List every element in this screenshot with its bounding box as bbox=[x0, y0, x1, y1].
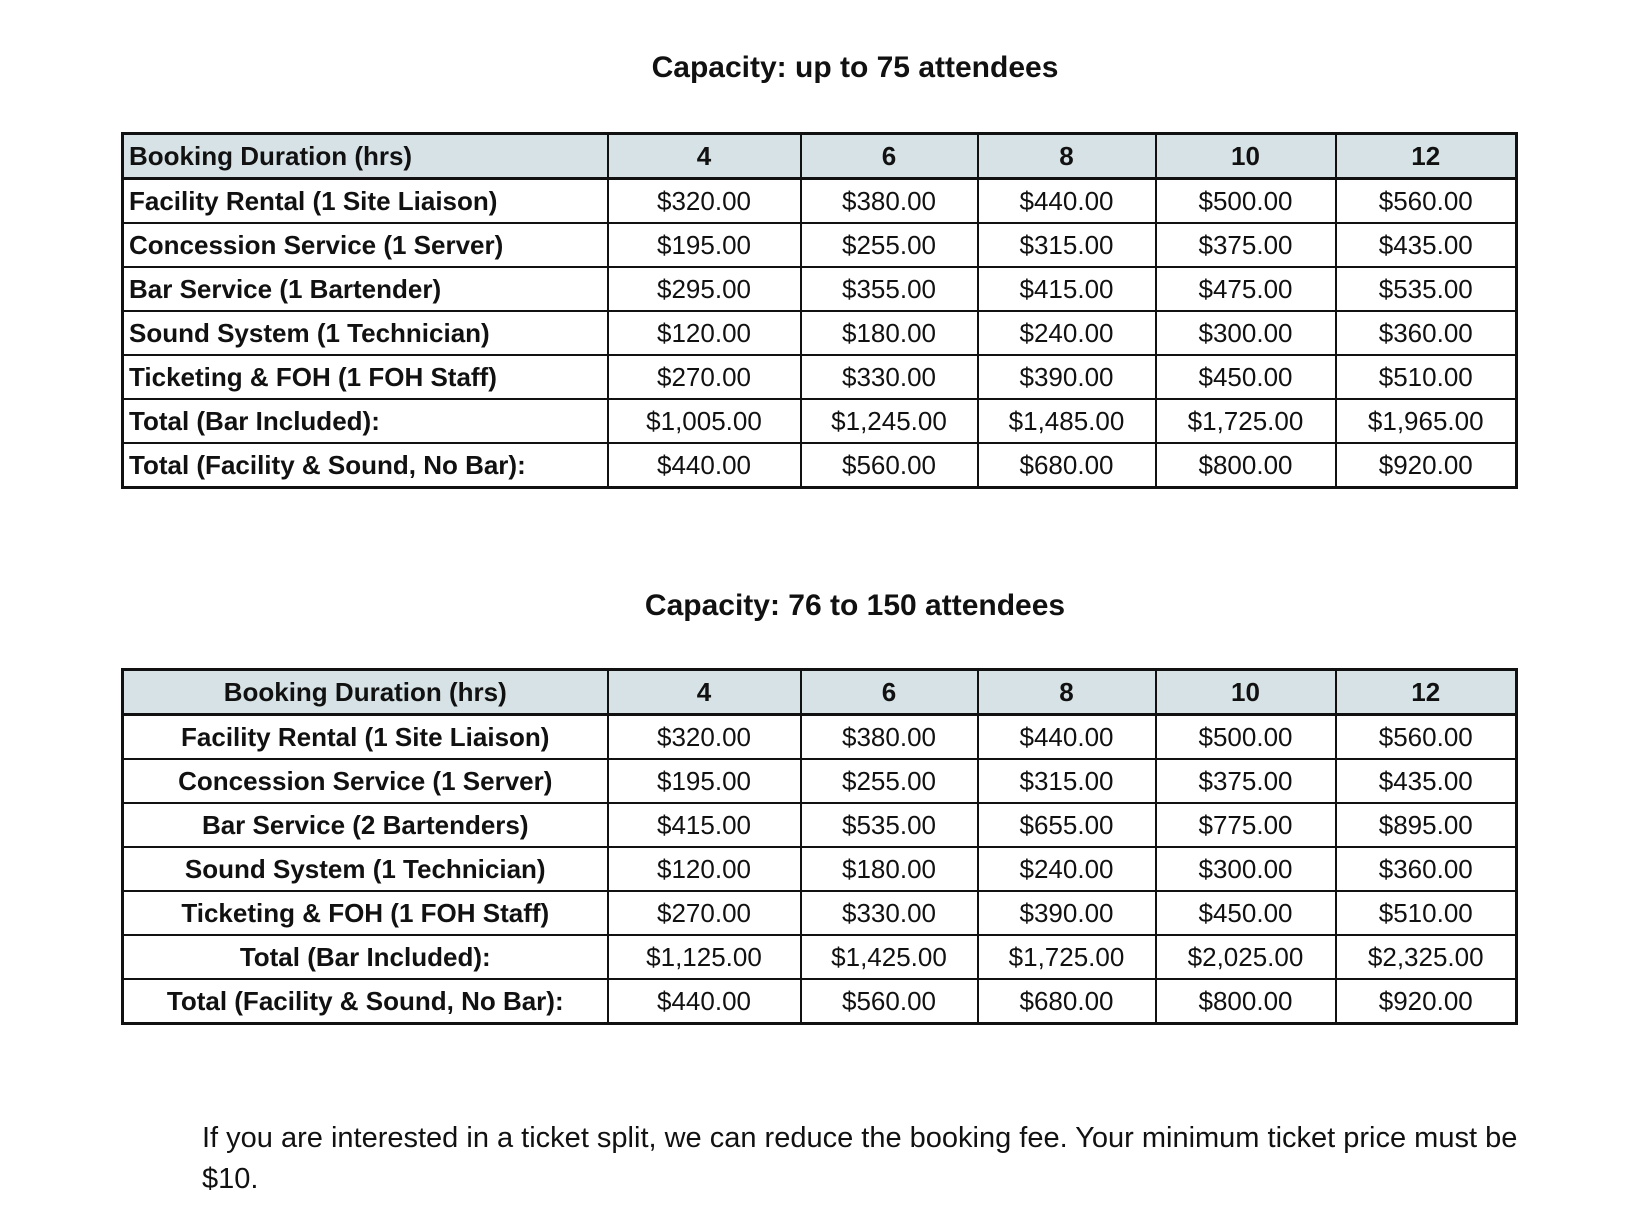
price-cell: $380.00 bbox=[801, 715, 978, 760]
table-row bbox=[123, 935, 1517, 979]
table-header-row bbox=[123, 670, 1517, 715]
table-row bbox=[123, 311, 1517, 355]
duration-header: 8 bbox=[978, 134, 1156, 179]
price-cell: $320.00 bbox=[608, 179, 801, 224]
row-label: Facility Rental (1 Site Liaison) bbox=[123, 179, 608, 224]
price-cell: $1,125.00 bbox=[608, 935, 801, 979]
price-cell: $1,725.00 bbox=[1156, 399, 1336, 443]
price-cell: $500.00 bbox=[1156, 179, 1336, 224]
price-cell: $375.00 bbox=[1156, 223, 1336, 267]
table-row bbox=[123, 979, 1517, 1024]
price-cell: $240.00 bbox=[978, 847, 1156, 891]
table-row bbox=[123, 179, 1517, 224]
price-cell: $920.00 bbox=[1336, 443, 1517, 488]
duration-header: 6 bbox=[801, 134, 978, 179]
price-cell: $510.00 bbox=[1336, 355, 1517, 399]
price-cell: $390.00 bbox=[978, 891, 1156, 935]
price-cell: $440.00 bbox=[608, 979, 801, 1024]
row-label: Sound System (1 Technician) bbox=[123, 311, 608, 355]
price-cell: $920.00 bbox=[1336, 979, 1517, 1024]
table-row bbox=[123, 223, 1517, 267]
price-cell: $360.00 bbox=[1336, 847, 1517, 891]
price-cell: $415.00 bbox=[978, 267, 1156, 311]
row-label: Total (Facility & Sound, No Bar): bbox=[123, 979, 608, 1024]
row-label: Ticketing & FOH (1 FOH Staff) bbox=[123, 891, 608, 935]
row-label: Bar Service (1 Bartender) bbox=[123, 267, 608, 311]
price-cell: $2,025.00 bbox=[1156, 935, 1336, 979]
price-cell: $440.00 bbox=[978, 715, 1156, 760]
row-label: Total (Bar Included): bbox=[123, 399, 608, 443]
price-cell: $680.00 bbox=[978, 979, 1156, 1024]
price-cell: $560.00 bbox=[801, 979, 978, 1024]
price-cell: $120.00 bbox=[608, 311, 801, 355]
row-label: Ticketing & FOH (1 FOH Staff) bbox=[123, 355, 608, 399]
price-cell: $1,005.00 bbox=[608, 399, 801, 443]
price-cell: $2,325.00 bbox=[1336, 935, 1517, 979]
price-cell: $560.00 bbox=[801, 443, 978, 488]
price-cell: $180.00 bbox=[801, 311, 978, 355]
table-row bbox=[123, 267, 1517, 311]
price-cell: $680.00 bbox=[978, 443, 1156, 488]
header-label: Booking Duration (hrs) bbox=[123, 134, 608, 179]
table-row bbox=[123, 355, 1517, 399]
row-label: Concession Service (1 Server) bbox=[123, 759, 608, 803]
price-cell: $560.00 bbox=[1336, 179, 1517, 224]
price-cell: $180.00 bbox=[801, 847, 978, 891]
header-label: Booking Duration (hrs) bbox=[123, 670, 608, 715]
price-cell: $895.00 bbox=[1336, 803, 1517, 847]
price-cell: $375.00 bbox=[1156, 759, 1336, 803]
price-cell: $440.00 bbox=[608, 443, 801, 488]
price-cell: $255.00 bbox=[801, 223, 978, 267]
row-label: Concession Service (1 Server) bbox=[123, 223, 608, 267]
duration-header: 4 bbox=[608, 134, 801, 179]
duration-header: 8 bbox=[978, 670, 1156, 715]
price-cell: $450.00 bbox=[1156, 891, 1336, 935]
row-label: Sound System (1 Technician) bbox=[123, 847, 608, 891]
row-label: Facility Rental (1 Site Liaison) bbox=[123, 715, 608, 760]
row-label: Total (Bar Included): bbox=[123, 935, 608, 979]
price-cell: $1,425.00 bbox=[801, 935, 978, 979]
duration-header: 6 bbox=[801, 670, 978, 715]
duration-header: 12 bbox=[1336, 134, 1517, 179]
table-row bbox=[123, 715, 1517, 760]
table-row bbox=[123, 399, 1517, 443]
price-cell: $560.00 bbox=[1336, 715, 1517, 760]
table-row bbox=[123, 803, 1517, 847]
ticket-split-note: If you are interested in a ticket split, we can reduce the booking fee. Your minimum ticket price must be $10. bbox=[202, 1122, 1518, 1195]
price-cell: $1,965.00 bbox=[1336, 399, 1517, 443]
price-cell: $300.00 bbox=[1156, 311, 1336, 355]
price-cell: $510.00 bbox=[1336, 891, 1517, 935]
duration-header: 12 bbox=[1336, 670, 1517, 715]
price-cell: $300.00 bbox=[1156, 847, 1336, 891]
price-cell: $435.00 bbox=[1336, 223, 1517, 267]
price-cell: $535.00 bbox=[801, 803, 978, 847]
rate-table-large-capacity bbox=[121, 668, 1518, 1025]
price-cell: $240.00 bbox=[978, 311, 1156, 355]
price-cell: $440.00 bbox=[978, 179, 1156, 224]
row-label: Bar Service (2 Bartenders) bbox=[123, 803, 608, 847]
price-cell: $355.00 bbox=[801, 267, 978, 311]
rate-table-small-capacity bbox=[121, 132, 1518, 489]
price-cell: $775.00 bbox=[1156, 803, 1336, 847]
duration-header: 10 bbox=[1156, 134, 1336, 179]
price-cell: $330.00 bbox=[801, 891, 978, 935]
price-cell: $255.00 bbox=[801, 759, 978, 803]
price-cell: $475.00 bbox=[1156, 267, 1336, 311]
price-cell: $195.00 bbox=[608, 759, 801, 803]
price-cell: $270.00 bbox=[608, 891, 801, 935]
section-title-large-capacity: Capacity: 76 to 150 attendees bbox=[644, 589, 1066, 622]
price-cell: $120.00 bbox=[608, 847, 801, 891]
price-cell: $655.00 bbox=[978, 803, 1156, 847]
duration-header: 4 bbox=[608, 670, 801, 715]
price-cell: $195.00 bbox=[608, 223, 801, 267]
row-label: Total (Facility & Sound, No Bar): bbox=[123, 443, 608, 488]
price-cell: $435.00 bbox=[1336, 759, 1517, 803]
price-cell: $295.00 bbox=[608, 267, 801, 311]
price-cell: $320.00 bbox=[608, 715, 801, 760]
price-cell: $450.00 bbox=[1156, 355, 1336, 399]
price-cell: $315.00 bbox=[978, 759, 1156, 803]
price-cell: $330.00 bbox=[801, 355, 978, 399]
price-cell: $1,245.00 bbox=[801, 399, 978, 443]
table-header-row bbox=[123, 134, 1517, 179]
price-cell: $380.00 bbox=[801, 179, 978, 224]
duration-header: 10 bbox=[1156, 670, 1336, 715]
price-cell: $315.00 bbox=[978, 223, 1156, 267]
price-cell: $1,485.00 bbox=[978, 399, 1156, 443]
section-title-small-capacity: Capacity: up to 75 attendees bbox=[651, 51, 1059, 84]
price-cell: $800.00 bbox=[1156, 979, 1336, 1024]
price-cell: $800.00 bbox=[1156, 443, 1336, 488]
price-cell: $360.00 bbox=[1336, 311, 1517, 355]
table-row bbox=[123, 443, 1517, 488]
table-row bbox=[123, 759, 1517, 803]
price-cell: $535.00 bbox=[1336, 267, 1517, 311]
price-cell: $415.00 bbox=[608, 803, 801, 847]
price-cell: $500.00 bbox=[1156, 715, 1336, 760]
table-row bbox=[123, 891, 1517, 935]
price-cell: $390.00 bbox=[978, 355, 1156, 399]
price-cell: $1,725.00 bbox=[978, 935, 1156, 979]
table-row bbox=[123, 847, 1517, 891]
price-cell: $270.00 bbox=[608, 355, 801, 399]
